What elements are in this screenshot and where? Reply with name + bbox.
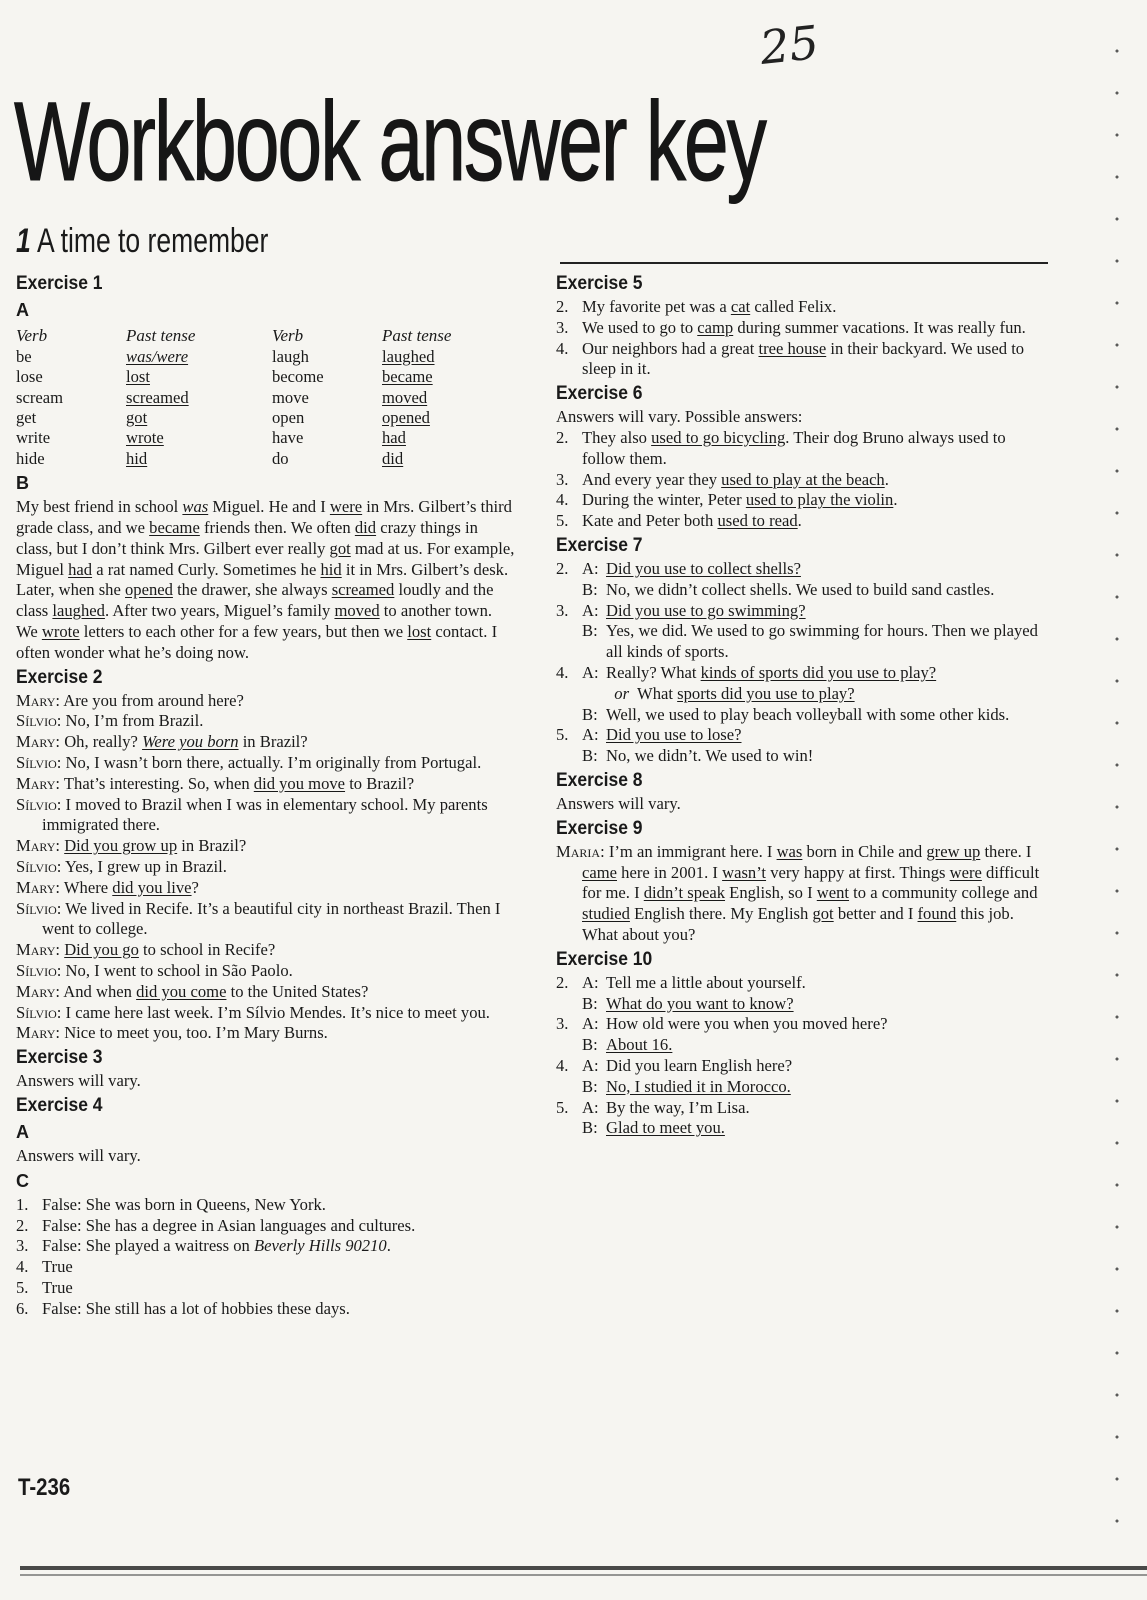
list-item: 5. Kate and Peter both used to read. [556,511,802,531]
past-tense-cell: had [382,428,406,448]
list-item: 3. False: She played a waitress on Beverly Hills 90210. [16,1236,391,1256]
unit-rule [560,262,1048,264]
past-tense-cell: became [382,367,433,387]
exercise-2-heading: Exercise 2 [16,666,103,688]
left-column [16,270,516,1320]
exercise-9-paragraph: Maria: I’m an immigrant here. I was born in Chile and grew up there. I came here in 2001. I wasn’t very happy at first. Things were difficult for me. I didn’t speak English, so I went to a community college and studied English there. My English got better and I found this job. What about you? [556,841,1040,944]
verb-cell: open [272,408,305,428]
exercise-4-section-a: A [16,1121,29,1142]
page-number: T-236 [18,1474,71,1501]
dialogue-line: Mary: Did you go to school in Recife? [16,940,276,960]
exercise-5-heading: Exercise 5 [556,273,643,294]
dialogue-line: 3. A: Did you use to go swimming? [556,600,806,620]
dialogue-line: Mary: Oh, really? Were you born in Brazil? [16,732,308,752]
exercise-3-text: Answers will vary. [16,1071,141,1091]
dialogue-line: B: No, we didn’t. We used to win! [582,746,814,766]
list-item: 3. We used to go to camp during summer vacations. It was really fun. [556,317,1026,337]
exercise-1-section-b: B [16,473,29,494]
dialogue-line: Mary: And when did you come to the United States? [16,981,369,1001]
list-item: 4. Our neighbors had a great tree house in their backyard. We used to sleep in it. [556,338,1025,379]
exercise-3-heading: Exercise 3 [16,1047,103,1069]
dialogue-line: B: Well, we used to play beach volleyball with some other kids. [582,704,1010,724]
verb-cell: become [272,367,324,387]
scan-edge-line [20,1566,1147,1570]
verb-table-row [16,428,512,448]
dialogue-line: Sílvio: No, I went to school in São Paolo. [16,960,293,980]
binding-holes [1109,30,1125,1560]
dialogue-line: 2. A: Tell me a little about yourself. [556,972,806,992]
list-item: 2. My favorite pet was a cat called Felix. [556,297,837,316]
past-tense-cell: hid [126,448,148,468]
dialogue-line: 3. A: How old were you when you moved here? [556,1014,888,1034]
verb-table-row [16,367,512,387]
verb-table-header [16,326,512,347]
dialogue-line: Sílvio: I moved to Brazil when I was in elementary school. My parents immigrated there. [16,794,488,835]
verb-cell: have [272,428,304,448]
dialogue-line: 5. A: Did you use to lose? [556,725,742,745]
exercise-1-heading: Exercise 1 [16,273,103,294]
verb-table [16,326,512,469]
dialogue-line: 5. A: By the way, I’m Lisa. [556,1097,750,1117]
exercise-8-heading: Exercise 8 [556,769,643,791]
past-tense-cell: screamed [126,387,189,407]
verb-cell: hide [16,448,45,468]
scan-edge-line-secondary [20,1574,1147,1576]
exercise-6-heading: Exercise 6 [556,383,643,405]
verb-cell: scream [16,387,63,407]
verb-table-header-cell: Past tense [126,326,196,345]
page-title: Workbook answer key [14,79,765,204]
list-item: 4. True [16,1257,73,1277]
dialogue-line: Sílvio: I came here last week. I’m Sílvio Mendes. It’s nice to meet you. [16,1002,490,1022]
dialogue-line: B: No, we didn’t collect shells. We used to build sand castles. [582,579,995,599]
dialogue-line: Mary: That’s interesting. So, when did you move to Brazil? [16,773,415,793]
dialogue-line: 4. A: Did you learn English here? [556,1055,793,1075]
dialogue-line: 4. A: Really? What kinds of sports did you use to play? or What sports did you use to play? [556,662,937,703]
dialogue-line: B: What do you want to know? [582,993,794,1013]
dialogue-line: Sílvio: Yes, I grew up in Brazil. [16,856,227,876]
dialogue-line: B: Glad to meet you. [582,1118,725,1138]
exercise-4-section-c: C [16,1170,29,1191]
list-item: 5. True [16,1277,73,1297]
dialogue-line: B: About 16. [582,1035,673,1055]
past-tense-cell: wrote [126,428,164,448]
verb-table-row [16,449,512,469]
verb-cell: do [272,448,289,468]
verb-cell: laugh [272,346,309,366]
exercise-1-paragraph: My best friend in school was Miguel. He and I were in Mrs. Gilbert’s third grade class, and we became friends then. We often did crazy things in class, but I don’t think Mrs. Gilbert ever really got mad at us. For example, Miguel had a rat named Curly. Sometimes he hid it in Mrs. Gilbert’s desk. Later, when she opened the drawer, she always screamed loudly and the class laughed. After two years, Miguel’s family moved to another town. We wrote letters to each other for a few years, but then we lost contact. I often wonder what he’s doing now. [16,497,515,662]
exercise-8-text: Answers will vary. [556,793,681,813]
handwritten-page-mark: 25 [757,15,822,75]
list-item: 2. False: She has a degree in Asian languages and cultures. [16,1215,416,1235]
verb-table-row [16,388,512,408]
verb-table-header-cell: Past tense [382,326,452,345]
unit-number: 1 [16,222,31,260]
exercise-4-heading: Exercise 4 [16,1094,103,1116]
dialogue-line: Mary: Where did you live? [16,877,199,897]
dialogue-line: B: Yes, we did. We used to go swimming for hours. Then we played all kinds of sports. [582,621,1038,662]
verb-table-row [16,347,512,367]
unit-title-text: A time to remember [36,222,269,260]
exercise-4-a-text: Answers will vary. [16,1145,141,1165]
verb-cell: lose [16,367,43,387]
show-title: Beverly Hills 90210 [253,1236,387,1256]
verb-table-row [16,408,512,428]
exercise-1-section-a: A [16,300,29,320]
right-column [556,270,1051,1139]
verb-table-header-cell: Verb [16,326,48,345]
list-item: 1. False: She was born in Queens, New York. [16,1194,326,1214]
past-tense-cell: laughed [382,346,435,366]
past-tense-cell: opened [382,408,430,428]
dialogue-line: Mary: Nice to meet you, too. I’m Mary Burns. [16,1023,328,1043]
verb-cell: get [16,408,37,428]
unit-title [16,222,268,261]
exercise-10-heading: Exercise 10 [556,948,653,970]
dialogue-line: 2. A: Did you use to collect shells? [556,558,801,578]
exercise-9-heading: Exercise 9 [556,817,643,839]
past-tense-cell: did [382,448,404,468]
exercise-7-heading: Exercise 7 [556,534,643,556]
dialogue-line: Sílvio: No, I’m from Brazil. [16,711,204,731]
verb-cell: move [272,387,309,407]
list-item: 3. And every year they used to play at the beach. [556,469,889,489]
dialogue-line: Sílvio: We lived in Recife. It’s a beautiful city in northeast Brazil. Then I went to college. [16,898,501,939]
exercise-6-intro: Answers will vary. Possible answers: [556,407,803,427]
list-item: 6. False: She still has a lot of hobbies these days. [16,1298,350,1318]
past-tense-cell: lost [126,367,150,387]
past-tense-cell: moved [382,387,428,407]
past-tense-cell: got [126,408,148,428]
dialogue-line: B: No, I studied it in Morocco. [582,1076,791,1096]
list-item: 2. They also used to go bicycling. Their dog Bruno always used to follow them. [556,427,1006,468]
verb-cell: write [16,428,51,448]
past-tense-cell: was/were [126,346,189,366]
dialogue-line: Mary: Did you grow up in Brazil? [16,836,247,856]
verb-cell: be [16,346,32,366]
list-item: 4. During the winter, Peter used to play the violin. [556,490,898,510]
verb-table-header-cell: Verb [272,326,304,345]
dialogue-line: Mary: Are you from around here? [16,690,244,710]
dialogue-line: Sílvio: No, I wasn’t born there, actually. I’m originally from Portugal. [16,753,482,772]
